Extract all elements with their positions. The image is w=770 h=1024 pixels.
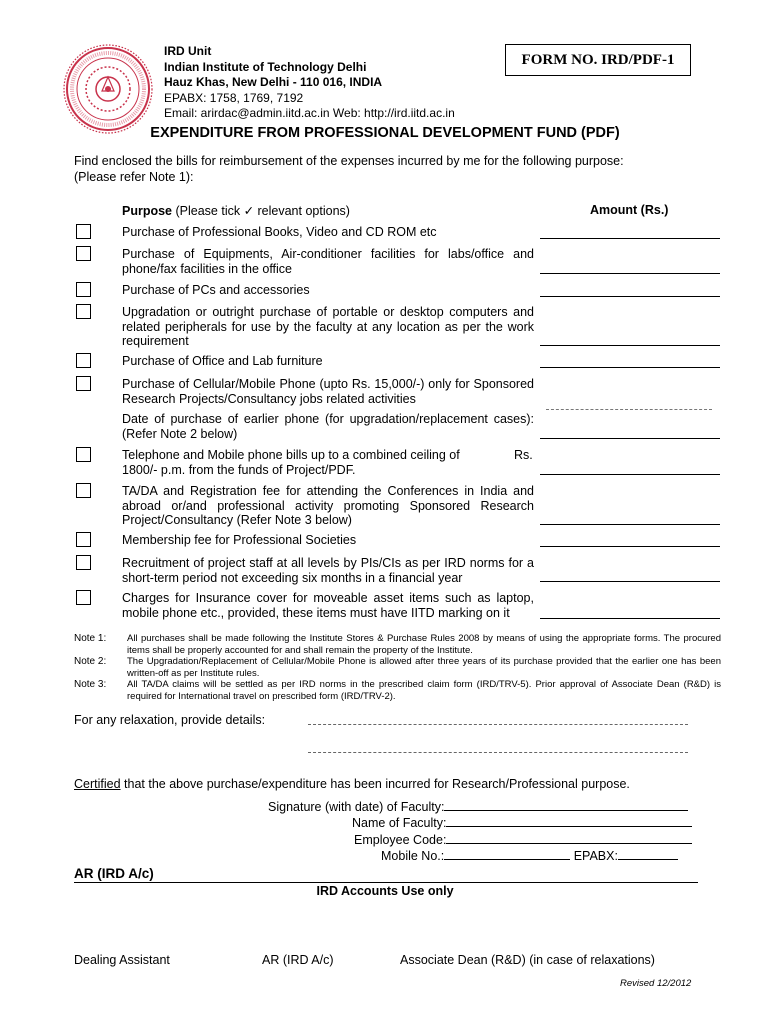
ar-signatory-label: AR (IRD A/c) bbox=[262, 953, 334, 967]
item-membership: Membership fee for Professional Societies bbox=[122, 533, 357, 547]
checkbox-tada[interactable] bbox=[76, 483, 91, 498]
signature-row bbox=[268, 800, 688, 814]
accounts-use-label: IRD Accounts Use only bbox=[316, 884, 454, 898]
checkbox-insurance[interactable] bbox=[76, 590, 91, 605]
checkbox-membership[interactable] bbox=[76, 532, 91, 547]
name-field[interactable] bbox=[446, 826, 692, 827]
amount-line-books[interactable] bbox=[540, 238, 720, 239]
note-1-label: Note 1: bbox=[74, 633, 107, 644]
item-pcs: Purchase of PCs and accessories bbox=[122, 283, 310, 297]
checkbox-phone-bills[interactable] bbox=[76, 447, 91, 462]
form-number-box: FORM NO. IRD/PDF-1 bbox=[505, 44, 691, 76]
checkbox-mobile-phone[interactable] bbox=[76, 376, 91, 391]
relaxation-line-2[interactable] bbox=[308, 752, 688, 753]
note-3-text: All TA/DA claims will be settled as per IRD norms in the prescribed claim form (IRD/TRV-5). Prior approval of Associate Dean (R&D) is required for International travel on prescribed form (IRD/TRV-2). bbox=[127, 679, 721, 702]
name-label: Name of Faculty: bbox=[352, 816, 447, 830]
checkbox-furniture[interactable] bbox=[76, 353, 91, 368]
item-phone-bills bbox=[122, 448, 534, 477]
email-web: Email: arirdac@admin.iitd.ac.in Web: http://ird.iitd.ac.in bbox=[164, 106, 455, 120]
item-books: Purchase of Professional Books, Video and CD ROM etc bbox=[122, 225, 437, 239]
amount-line-phone-date[interactable] bbox=[540, 438, 720, 439]
note-2-label: Note 2: bbox=[74, 656, 107, 667]
institute-address: Hauz Khas, New Delhi - 110 016, INDIA bbox=[164, 75, 383, 89]
certified-text: that the above purchase/expenditure has been incurred for Research/Professional purpose. bbox=[120, 777, 630, 791]
ar-heading: AR (IRD A/c) bbox=[74, 866, 154, 881]
amount-line-pcs[interactable] bbox=[540, 296, 720, 297]
institute-name: Indian Institute of Technology Delhi bbox=[164, 59, 367, 74]
amount-line-equipments[interactable] bbox=[540, 273, 720, 274]
checkbox-books[interactable] bbox=[76, 224, 91, 239]
amount-line-recruitment[interactable] bbox=[540, 581, 720, 582]
ar-divider bbox=[74, 882, 698, 883]
purpose-header bbox=[122, 203, 350, 218]
note-3-label: Note 3: bbox=[74, 679, 107, 690]
associate-dean-label: Associate Dean (R&D) (in case of relaxations) bbox=[400, 953, 655, 967]
item-insurance: Charges for Insurance cover for moveable asset items such as laptop, mobile phone etc., provided, these items must have IITD marking on it bbox=[122, 591, 534, 620]
mobile-row bbox=[381, 849, 678, 863]
item-tada: TA/DA and Registration fee for attending the Conferences in India and abroad or/and professional activity promoting Sponsored Research Project/Consultancy (Refer Note 3 below) bbox=[122, 484, 534, 527]
amount-line-insurance[interactable] bbox=[540, 618, 720, 619]
epabx-label: EPABX: bbox=[573, 849, 618, 863]
note-1-text: All purchases shall be made following the Institute Stores & Purchase Rules 2008 by means of using the appropriate forms. The procured items shall be properly accounted for and shall remain the property of the Institute. bbox=[127, 633, 721, 656]
signature-label: Signature (with date) of Faculty: bbox=[268, 800, 445, 814]
item-equipments: Purchase of Equipments, Air-conditioner facilities for labs/office and phone/fax facilities in the office bbox=[122, 247, 534, 276]
phone-bills-text: Telephone and Mobile phone bills up to a combined ceiling of bbox=[122, 448, 460, 462]
purpose-header-note: (Please tick ✓ relevant options) bbox=[172, 204, 350, 218]
note-2-text: The Upgradation/Replacement of Cellular/Mobile Phone is allowed after three years of its purchase provided that the earlier one has been written-off as per Institute rules. bbox=[127, 656, 721, 679]
certified-statement bbox=[74, 777, 630, 791]
employee-code-row bbox=[354, 833, 692, 847]
signature-field[interactable] bbox=[444, 810, 688, 811]
phone-bills-line-2: 1800/- p.m. from the funds of Project/PDF. bbox=[122, 462, 356, 477]
form-title: EXPENDITURE FROM PROFESSIONAL DEVELOPMENT FUND (PDF) bbox=[150, 125, 620, 141]
amount-line-mobile-phone[interactable] bbox=[546, 409, 712, 410]
dealing-assistant-label: Dealing Assistant bbox=[74, 953, 170, 967]
amount-line-furniture[interactable] bbox=[540, 367, 720, 368]
checkbox-upgradation[interactable] bbox=[76, 304, 91, 319]
employee-code-label: Employee Code: bbox=[354, 833, 447, 847]
certified-word: Certified bbox=[74, 777, 121, 791]
intro-text bbox=[74, 153, 624, 185]
header-block bbox=[164, 44, 455, 122]
phone-purchase-date-text: Date of purchase of earlier phone (for upgradation/replacement cases): (Refer Note 2 below) bbox=[122, 412, 534, 441]
epabx-numbers: EPABX: 1758, 1769, 7192 bbox=[164, 90, 304, 105]
intro-line-2: (Please refer Note 1): bbox=[74, 170, 194, 184]
amount-line-tada[interactable] bbox=[540, 524, 720, 525]
revision-note: Revised 12/2012 bbox=[620, 978, 692, 989]
amount-line-upgradation[interactable] bbox=[540, 345, 720, 346]
epabx-field[interactable] bbox=[618, 859, 678, 860]
intro-line-1: Find enclosed the bills for reimbursement of the expenses incurred by me for the following purpose: bbox=[74, 154, 624, 168]
amount-header: Amount (Rs.) bbox=[590, 203, 669, 217]
relaxation-label: For any relaxation, provide details: bbox=[74, 713, 266, 727]
name-row bbox=[352, 816, 692, 830]
iit-delhi-seal-logo bbox=[62, 43, 154, 135]
mobile-label: Mobile No.: bbox=[381, 849, 445, 863]
unit-name: IRD Unit bbox=[164, 44, 212, 58]
item-mobile-phone: Purchase of Cellular/Mobile Phone (upto Rs. 15,000/-) only for Sponsored Research Projects/Consultancy jobs related activities bbox=[122, 377, 534, 406]
item-upgradation: Upgradation or outright purchase of portable or desktop computers and related peripherals for use by the faculty at any location as per the work requirement bbox=[122, 305, 534, 348]
relaxation-line-1[interactable] bbox=[308, 724, 688, 725]
phone-bills-rs: Rs. bbox=[514, 448, 533, 462]
amount-line-membership[interactable] bbox=[540, 546, 720, 547]
purpose-header-bold: Purpose bbox=[122, 204, 173, 218]
checkbox-pcs[interactable] bbox=[76, 282, 91, 297]
checkbox-recruitment[interactable] bbox=[76, 555, 91, 570]
amount-line-phone-bills[interactable] bbox=[540, 474, 720, 475]
item-furniture: Purchase of Office and Lab furniture bbox=[122, 354, 323, 368]
checkbox-equipments[interactable] bbox=[76, 246, 91, 261]
item-recruitment: Recruitment of project staff at all levels by PIs/CIs as per IRD norms for a short-term period not exceeding six months in a financial year bbox=[122, 556, 534, 585]
mobile-field[interactable] bbox=[444, 859, 570, 860]
employee-code-field[interactable] bbox=[446, 843, 692, 844]
